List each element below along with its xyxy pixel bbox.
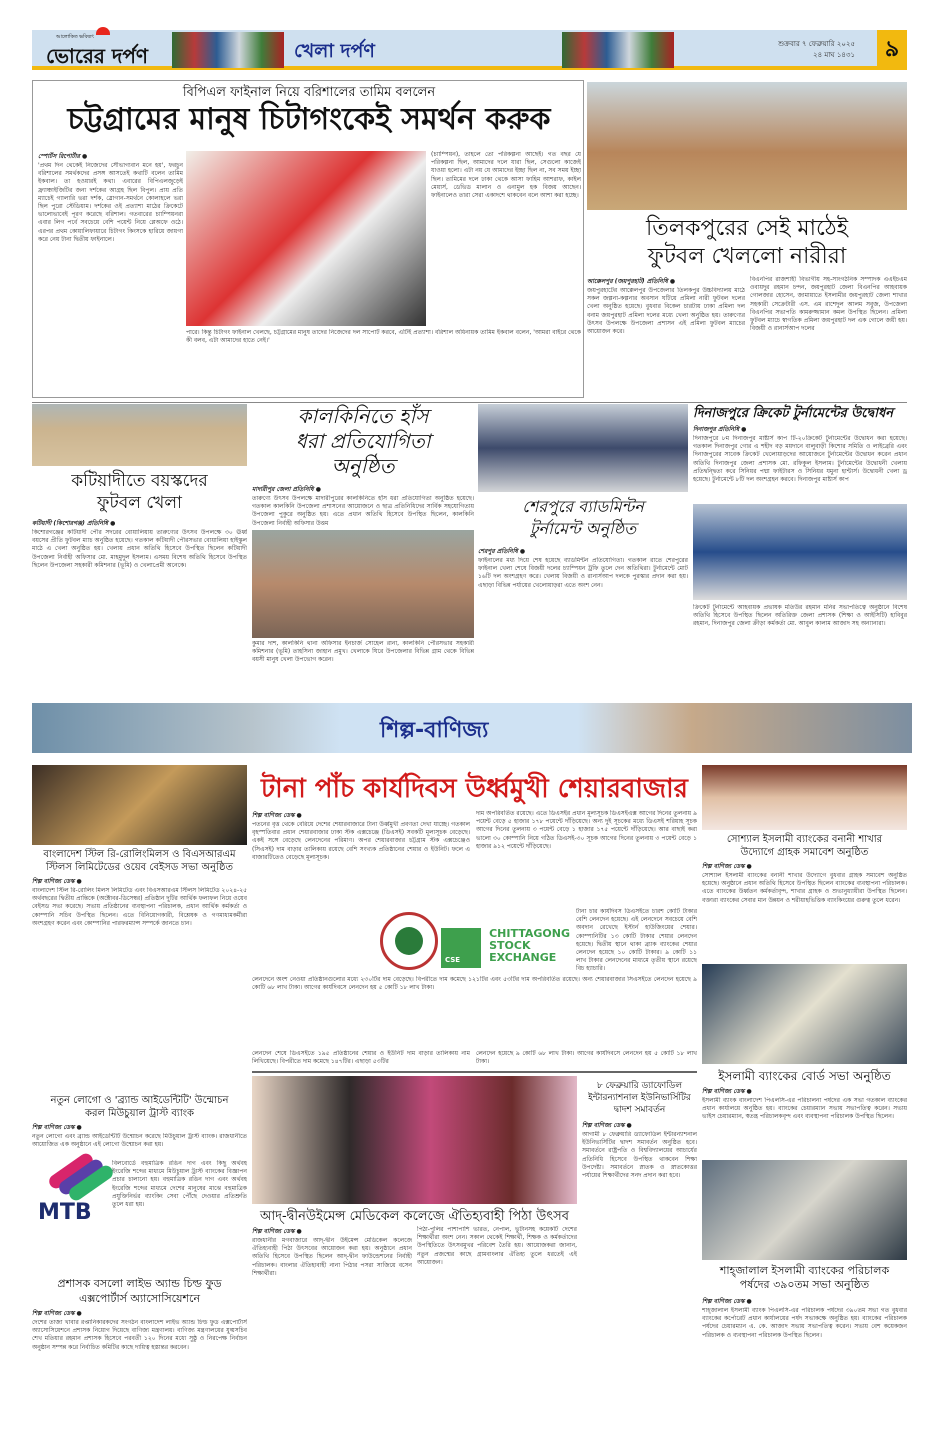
cse-line3: EXCHANGE	[489, 951, 557, 964]
lead-body-2: (চ্যাম্পিয়ন), তাহলে তো পরিকল্পনা আছেই। গত বছর যে পরিকল্পনা ছিল, আমাদের দলে যারা ছিল, সেগুলো কাজেই যাওয়া হলো। এটা নয় যে আমাদের ইচ্ছা ছিল না, সব সময় ইচ্ছা ছিল। তামিমের দলে ঢাকা থেকে আসা ফাহিম আশরাফ, কাইল মেয়ার্স, ডেভিড মালান ও এনামুল হক বিজয় আছেন। ফাইনালেও তারা সেরা একাদশে থাকবেন বলে আশা করা হচ্ছে।	[431, 151, 581, 200]
mtb-logo-text: MTB	[38, 1200, 92, 1225]
katiadi-byline: কটিয়াদী (কিশোরগঞ্জ) প্রতিনিধি ●	[32, 520, 116, 527]
ad-din-col2	[417, 1226, 577, 1440]
live-food-body: দেশের তাজা খাবার রপ্তানিকারকদের সংগঠন বাংলাদেশ লাইভ অ্যান্ড চিল্ড ফুড এক্সপোর্টার্স অ্যাসোসিয়েশনে প্রশাসক নিয়োগ দিয়েছে বাণিজ্য মন্ত্রণালয়। বাণিজ্য মন্ত্রণালয়ের যুগ্মসচিব শেখ মতিয়ার রহমান প্রশাসক হিসেবে পরবর্তী ১২০ দিনের মধ্যে সুষ্ঠু ও নিরপেক্ষ নির্বাচন অনুষ্ঠান সম্পন্ন করে নির্বাচিত কমিটির কাছে দায়িত্ব হস্তান্তর করবেন।	[32, 1319, 247, 1351]
sherpur-headline-line1: শেরপুরে ব্যাডমিন্টন	[522, 497, 644, 516]
share-market-headline[interactable]: টানা পাঁচ কার্যদিবস উর্ধ্বমুখী শেয়ারবাজার	[261, 774, 688, 804]
katiadi-headline[interactable]	[32, 470, 247, 514]
page-number: ৯	[877, 30, 907, 70]
bsrm-headline-line2: স্টিলস লিমিটেডের ওয়েব বেইসড সভা অনুষ্ঠিত	[45, 862, 234, 873]
dinajpur-byline: দিনাজপুর প্রতিনিধি ●	[693, 426, 747, 433]
pitha-festival-photo	[252, 1076, 577, 1204]
bsrm-conference-photo	[32, 765, 247, 845]
lead-body: 'প্রথম দিন থেকেই নিজেদের সৌভাগ্যবান মনে হয়', ফরচুন বরিশালের সমর্থকদের প্রসঙ্গ আসতেই কথাটি বলেন তামিম ইকবাল। তা হওয়ারই কথা। এবারের বিপিএলজুড়েই ফ্র্যাঞ্চাইজিটির জন্য দর্শকের আগ্রহ ছিল বিপুল। প্রায় প্রতি ম্যাচেই গ্যালারি ভরা দর্শক, স্লোগান-সমর্থনে কোলাহলে ভরা ছিল পুরো স্টেডিয়াম। দর্শকের ওই প্রত্যাশা মাঠের ক্রিকেটে ভালোভাবেই পূরণ করেছে বরিশাল। গতবারের চ্যাম্পিয়নরা এবার লিগ পর্বে সবচেয়ে বেশি পয়েন্ট নিয়ে প্লেঅফে ওঠে। এরপর প্রথম কোয়ালিফায়ারে চিটাগং কিংসকে হারিয়ে জায়গা করে নেয় টানা দ্বিতীয় ফাইনালে।	[38, 162, 183, 243]
mtb-body: নতুন লোগো এবং ব্র্যান্ড আইডেন্টিটি উন্মোচন করেছে মিউচুয়াল ট্রাস্ট ব্যাংক। রাজধানীতে আয়োজিত এক অনুষ্ঠানে এই লোগো উন্মোচন করা হয়।	[32, 1133, 247, 1149]
sherpur-body: ফাইনালের মধ্য দিয়ে শেষ হয়েছে ব্যাডমিন্টন প্রতিযোগিতা। গতকাল রাতে শেরপুরের ফাইনাল খেলা শেষে বিজয়ী দলের চ্যাম্পিয়ন ট্রফি তুলে দেন অতিথিরা। টুর্নামেন্টে মোট ১৬টি দল অংশগ্রহণ করে। খেলায় বিজয়ী ও রানার্সআপ দলকে পুরস্কার প্রদান করা হয়। এছাড়া বিভিন্ন পর্যায়ের খেলোয়াড়রা এতে অংশ নেন।	[478, 557, 688, 589]
live-food-headline[interactable]	[32, 1276, 247, 1306]
sports-banner-photo-left	[172, 32, 284, 68]
dinajpur-body-col-2	[693, 604, 907, 696]
cse-mark-icon	[441, 928, 481, 968]
kalkini-byline: মাদারীপুর জেলা প্রতিনিধি ●	[252, 486, 321, 493]
kalkini-headline-line2: ধরা প্রতিযোগিতা	[295, 429, 431, 453]
lead-body-3: পারে। কিন্তু চিটাগং ফাইনাল খেলছে, চট্টগ্রামের মানুষ তাদের নিজেদের দল সাপোর্ট করবে, এটিই প্রত্যাশা। বরিশাল অধিনায়ক তামিম ইকবাল বলেন, 'আমরা বাইরে থেকে কী বলব, এটা আমাদের হাতে নেই।'	[186, 329, 581, 345]
women-football-photo	[587, 82, 907, 210]
lead-headline[interactable]: চট্টগ্রামের মানুষ চিটাগংকেই সমর্থন করুক	[67, 102, 551, 137]
share-market-col1	[252, 810, 470, 915]
share-market-body-2: দাম অপরিবর্তিত রয়েছে। এতে ডিএসইর প্রধান মূল্যসূচক ডিএসইএক্স আগের দিনের তুলনায় ৯ পয়েন্ট বেড়ে ৫ হাজার ১৭৮ পয়েন্টে দাঁড়িয়েছে। অন্য দুই সূচকের মধ্যে ডিএসই শরিয়াহ সূচক আগের দিনের তুলনায় ৩ পয়েন্ট বেড়ে ১ হাজার ১৭৫ পয়েন্টে দাঁড়িয়েছে। আর বাছাই করা ভালো ৩০ কোম্পানি নিয়ে গঠিত ডিএসই-৩০ সূচক আগের দিনের তুলনায় ৩ পয়েন্ট বেড়ে ১ হাজার ৯১২ পয়েন্টে দাঁড়িয়েছে।	[476, 810, 697, 850]
social-islami-body: সোশ্যাল ইসলামী ব্যাংকের বনানী শাখার উদ্যোগে বুধবার গ্রাহক সমাবেশ অনুষ্ঠিত হয়েছে। অনুষ্ঠানে প্রধান অতিথি হিসেবে উপস্থিত ছিলেন ব্যাংকের ব্যবস্থাপনা পরিচালক। এতে ব্যাংকের উর্ধ্বতন কর্মকর্তাবৃন্দ, শাখার গ্রাহক ও শুভানুধ্যায়ীরা উপস্থিত ছিলেন। বক্তারা ব্যাংকের সেবার মান উন্নয়ন ও শরীয়াহভিত্তিক ব্যাংকিংয়ের গুরুত্ব তুলে ধরেন।	[702, 872, 907, 904]
shahjalal-body-col	[702, 1296, 907, 1447]
shahjalal-body: শাহ্জালাল ইসলামী ব্যাংক পিএলসি-এর পরিচালক পর্ষদের ৩৯০তম সভা গত বুধবার ব্যাংকের কর্পোরেট প্রধান কার্যালয়ের পর্ষদ সভাকক্ষে অনুষ্ঠিত হয়। ব্যাংকের পরিচালক পর্ষদের চেয়ারম্যান এ. কে. আজাদ সভায় সভাপতিত্ব করেন। সভায় বেশ কয়েকজন পরিচালক ও ব্যবস্থাপনা পরিচালক উপস্থিত ছিলেন।	[702, 1307, 907, 1339]
tamim-press-photo	[186, 151, 426, 326]
cricket-inauguration-photo	[693, 504, 907, 600]
share-market-body-3: টানা চার কার্যদিবস ডিএসইতে চারশ কোটি টাকার বেশি লেনদেন হয়েছে। এই লেনদেনে সবচেয়ে বেশি অবদান রেখেছে ইস্টার্ন হাউজিংয়ের শেয়ার। কোম্পানিটির ১৩ কোটি টাকার শেয়ার লেনদেন হয়েছে। দ্বিতীয় স্থানে থাকা ব্র্যাক ব্যাংকের শেয়ার লেনদেন হয়েছে ১০ কোটি টাকার। ৯ কোটি ১১ লাখ টাকার লেনদেনের মাধ্যমে তৃতীয় স্থানে রয়েছে বিচ হ্যাচারি।	[576, 908, 697, 973]
dinajpur-body: দিনাজপুরে ৮ম দিনাজপুর মাষ্টার্স কাপ টি-২০ক্রিকেট টুর্নামেন্টের উদ্বোধন করা হয়েছে। গতকাল দিনাজপুর গোর এ শহীদ বড় ময়দানে বালুবাড়ী কিশোর সমিতি ও লাইব্রেরি এবং দিনাজপুরের সাবেক ক্রিকেট খেলোয়াড়দের আয়োজনে টুর্নামেন্টের উদ্বোধন করেন প্রধান অতিথি দিনাজপুর জেলা প্রশাসক মো. রফিকুল ইসলাম। টুর্নামেন্টের উদ্বোধনী খেলায় প্রতিদ্বন্দ্বিতা করে সিনিয়র পদ্মা ফাইটারস ও সিনিয়র যমুনা হান্টার্স। উদ্বোধনী খেলা ড্র হয়েছে। টুর্নামেন্টে ৮টি দল অংশগ্রহন করবে। দিনাজপুর মাষ্টার্স কাপ	[693, 435, 907, 484]
sherpur-body-col	[478, 546, 688, 702]
kalkini-headline[interactable]	[252, 404, 474, 479]
tilakpur-headline-line1: তিলকপুরের সেই মাঠেই	[645, 216, 849, 241]
tilakpur-byline: আক্কেলপুর (জয়পুরহাট) প্রতিনিধি ●	[587, 278, 676, 285]
cse-badge: CSE	[445, 956, 461, 964]
shahjalal-headline-line2: পর্ষদের ৩৯০তম সভা অনুষ্ঠিত	[739, 1278, 870, 1291]
katiadi-football-photo	[32, 404, 247, 466]
section-title: খেলা দর্পণ	[294, 40, 375, 62]
mtb-headline-line2: করল মিউচুয়াল ট্রাস্ট ব্যাংক	[84, 1108, 195, 1119]
social-islami-headline-line2: উদ্যোগে গ্রাহক সমাবেশ অনুষ্ঠিত	[740, 847, 869, 858]
dinajpur-body-col	[693, 424, 907, 501]
social-islami-body-col	[702, 861, 907, 967]
live-food-byline: শিল্প বাণিজ্য ডেস্ক ●	[32, 1310, 82, 1317]
bsrm-body: বাংলাদেশ স্টিল রি-রোলিং মিলস লিমিটেড এবং বিএসআরএম স্টিলস লিমিটেড ২০২৪-২৫ অর্থবছরের দ্বিতীয় প্রান্তিকে (অক্টোবর-ডিসেম্বর) প্রতিষ্ঠান দুটির আর্থিক ফলাফল নিয়ে ওয়েব বেইসড সভা করেছে। সভায় প্রতিষ্ঠানের ব্যবস্থাপনা পরিচালক, প্রধান আর্থিক কর্মকর্তা ও কোম্পানি সচিব উপস্থিত ছিলেন। এতে বিনিয়োগকারী, বিশ্লেষক ও গণমাধ্যমকর্মীরা অংশগ্রহণ করেন এবং কোম্পানির পারফরম্যান্স সম্পর্কে জানতে চান।	[32, 887, 247, 927]
tilakpur-headline-line2: ফুটবল খেললো নারীরা	[647, 244, 847, 269]
kalkini-headline-line1: কালকিনিতে হাঁস	[297, 404, 429, 428]
kalkini-body-col-2	[252, 640, 474, 695]
bsrm-body-col	[32, 876, 247, 1087]
share-market-body-4: লেনদেনে অংশ নেওয়া প্রতিষ্ঠানগুলোর মধ্যে ২৩০টির দাম বেড়েছে। বিপরীতে দাম কমেছে ১২১টির এবং ৫৩টির দাম অপরিবর্তিত রয়েছে। অন্য শেয়ারবাজার সিএসইতে লেনদেন হয়েছে ৯ কোটি ৬৮ লাখ টাকা। আগের কার্যদিবসে লেনদেন হয় ৫ কোটি ১৮ লাখ টাকা।	[252, 976, 697, 992]
divider	[32, 402, 907, 403]
daffodil-headline-line2: ইন্টারন্যাশনাল ইউনিভার্সিটির	[588, 1093, 691, 1103]
logo-text: ভোরের দর্পণ	[46, 44, 148, 68]
islami-board-headline[interactable]: ইসলামী ব্যাংকের বোর্ড সভা অনুষ্ঠিত	[718, 1069, 891, 1083]
sports-banner-photo-right	[562, 32, 674, 68]
social-islami-byline: শিল্প বাণিজ্য ডেস্ক ●	[702, 863, 752, 870]
kalkini-body-col	[252, 484, 474, 529]
islami-board-byline: শিল্প বাণিজ্য ডেস্ক ●	[702, 1088, 752, 1095]
tilakpur-col1	[587, 276, 745, 399]
tilakpur-body-2: বিএনপির রাজশাহী বিভাগীয় সহ-সাংগঠনিক সম্পাদক এএইচএম ওবায়দুর রহমান চন্দন, জয়পুরহাট জেলা বিএনপির আহবায়ক গোলজার হোসেন, জামায়াতে ইসলামীর জয়পুরহাট জেলা শাখার সহকারী সেক্রেটারী এস. এম রাশেদুল আলম সবুজ, উপজেলা বিএনপির সভাপতি কামরুজ্জামান কমল উপস্থিত ছিলেন। প্রমিলা ফুটবল ম্যাচে স্বাগতিক প্রমিলা জয়পুরহাট দল এক গোলে জয়ী হয়। বিজয়ী ও রানার্সআপ দলের	[750, 276, 907, 333]
mtb-headline[interactable]	[32, 1094, 247, 1120]
islami-board-body: ইসলামী ব্যাংক বাংলাদেশ পিএলসি-এর পরিচালনা পর্ষদের এক সভা গতকাল ব্যাংকের প্রধান কার্যালয়ে অনুষ্ঠিত হয়। ব্যাংকের চেয়ারম্যান সভায় সভাপতিত্ব করেন। সভায় ভাইস চেয়ারম্যান, স্বতন্ত্র পরিচালকবৃন্দ এবং ব্যবস্থাপনা পরিচালক উপস্থিত ছিলেন।	[702, 1097, 907, 1121]
islami-board-meeting-photo	[702, 964, 907, 1064]
islami-board-body-col	[702, 1086, 907, 1163]
share-market-col4	[252, 976, 697, 1026]
business-section-title: শিল্প-বাণিজ্য	[380, 718, 489, 743]
ad-din-byline: শিল্প বাণিজ্য ডেস্ক ●	[252, 1228, 302, 1235]
logo-tagline: আলোকিত ভবিষ্যৎ	[56, 34, 95, 40]
dinajpur-headline[interactable]: দিনাজপুরে ক্রিকেট টুর্নামেন্টের উদ্বোধন	[693, 406, 894, 421]
live-food-body-col	[32, 1308, 247, 1449]
dinajpur-body-2: ক্রিকেট টুর্নামেন্টে আহবায়ক প্রভাষক মতিউর রহমান মনির সভাপতিত্বে অনুষ্ঠানে বিশেষ অতিথি হিসেবে উপস্থিত ছিলেন অতিরিক্ত জেলা প্রশাসক (শিক্ষা ও আইসিটি) হাবিবুর রহমান, দিনাজপুর জেলা ক্রীড়া কর্মকর্তা মো. আবুল কালাম আজাদ সহ অন্যান্যরা।	[693, 604, 907, 628]
tilakpur-headline[interactable]	[587, 215, 907, 271]
date-bangla: ২৪ মাঘ ১৪৩১	[813, 51, 855, 59]
lead-byline: স্পোর্টস রিপোর্টার ●	[38, 153, 88, 160]
tilakpur-col2	[750, 276, 907, 394]
kalkini-body-2: কুমার দাশ, কালকিনি থানা অফিসার ইনচার্জ সোহেল রানা, কালকিনি পৌরসভার সহকারী কমিশনার (ভূমি) তাহসিনা জাহান প্রমুখ। খেলাকে ঘিরে উপজেলার বিভিন্ন গ্রাম থেকে বিভিন্ন বয়সী মানুষ খেলা উপভোগ করেন।	[252, 640, 474, 664]
shahjalal-byline: শিল্প বাণিজ্য ডেস্ক ●	[702, 1298, 752, 1305]
mtb-headline-line1: নতুন লোগো ও 'ব্র্যান্ড আইডেন্টিটি' উন্মোচন	[50, 1095, 229, 1106]
cse-logo	[441, 928, 571, 972]
social-islami-event-photo	[702, 765, 907, 830]
mtb-logo	[38, 1160, 108, 1225]
daffodil-headline-line1: ৮ ফেব্রুয়ারি ড্যাফোডিল	[596, 1081, 683, 1091]
bsrm-byline: শিল্প বাণিজ্য ডেস্ক ●	[32, 878, 82, 885]
cse-wordmark	[489, 928, 570, 964]
share-market-col2	[476, 810, 697, 900]
cse-line1: CHITTAGONG	[489, 927, 570, 940]
share-market-tail-left: লেনদেন শেষে ডিএসইতে ১৯৫ প্রতিষ্ঠানের শেয়ার ও ইউনিট দাম বাড়ার তালিকায় নাম লিখিয়েছে। বিপরীতে দাম কমেছে ১৪৭টির। এছাড়া ৫৩টির	[252, 1050, 470, 1066]
lead-col-bottom	[186, 329, 581, 395]
dse-logo	[380, 912, 438, 970]
masthead	[32, 30, 907, 70]
divider	[252, 1071, 697, 1073]
share-market-tail-right-col	[476, 1050, 697, 1067]
ad-din-col1	[252, 1226, 412, 1447]
share-market-byline: শিল্প বাণিজ্য ডেস্ক ●	[252, 812, 302, 819]
ad-din-body-2: পিঠা-পুলির পাশাপাশি ভারত, নেপাল, ভুটানসহ কয়েকটি দেশের শিক্ষার্থীরা অংশ নেন। সকাল থেকেই শিক্ষার্থী, শিক্ষক ও কর্মকর্তাদের উপস্থিতিতে উৎসবমুখর পরিবেশ তৈরি হয়। আয়োজকরা জানান, নতুন প্রজন্মের কাছে গ্রামবাংলার ঐতিহ্য তুলে ধরতেই এই আয়োজন।	[417, 1226, 577, 1266]
tilakpur-body: জয়পুরহাটের আক্কেলপুর উপজেলার তিলকপুর উচ্চবিদ্যালয় মাঠে সকল জল্পনা-কল্পনার অবসান ঘটিয়ে প্রমিলা নারী ফুটবল দলের খেলা অনুষ্ঠিত হয়েছে। বুধবার বিকেল চারটায় ঢাকা প্রমিলা দল বনাম জয়পুরহাট প্রমিলা দলের মধ্যে খেলা অনুষ্ঠিত হয়। তারুণ্যের উৎসব উপলক্ষে উপজেলা প্রশাসন এই প্রমিলা ফুটবল ম্যাচের আয়োজন করে।	[587, 287, 745, 336]
lead-kicker: বিপিএল ফাইনাল নিয়ে বরিশালের তামিম বললেন	[182, 85, 436, 100]
ad-din-body: রাজধানীর মগবাজারে আদ্-দ্বীন উইমেন্স মেডিকেল কলেজে ঐতিহ্যবাহী পিঠা উৎসবের আয়োজন করা হয়। অনুষ্ঠানে প্রধান অতিথি হিসেবে উপস্থিত ছিলেন আদ্-দ্বীন ফাউন্ডেশনের নির্বাহী পরিচালক। বাংলার ঐতিহ্যবাহী নানা পিঠার পসরা সাজিয়ে বসেন শিক্ষার্থীরা।	[252, 1237, 412, 1277]
dse-emblem-icon	[395, 927, 423, 955]
mtb-body-col	[32, 1122, 247, 1159]
daffodil-byline: শিল্প বাণিজ্য ডেস্ক ●	[582, 1122, 632, 1129]
mtb-body-col-2	[112, 1160, 247, 1270]
katiadi-headline-line1: কটিয়াদীতে বয়স্কদের	[71, 471, 208, 491]
badminton-group-photo	[478, 404, 688, 492]
mtb-byline: শিল্প বাণিজ্য ডেস্ক ●	[32, 1124, 82, 1131]
issue-date	[778, 39, 855, 61]
katiadi-body-col	[32, 518, 247, 704]
share-market-body: পতনের বৃত্ত থেকে বেরিয়ে দেশের শেয়ারবাজারে টানা উর্ধ্বমুখী প্রবণতা দেখা যাচ্ছে। গতকাল বৃহস্পতিবার প্রধান শেয়ারবাজার ঢাকা স্টক এক্সচেঞ্জে (ডিএসই) সবকটি মূল্যসূচক বেড়েছে। একই সঙ্গে বেড়েছে লেনদেনের পরিমাণ। অপর শেয়ারবাজার চট্টগ্রাম স্টক এক্সচেঞ্জেও (সিএসই) দাম বাড়ার তালিকায় রয়েছে বেশি সংখ্যক প্রতিষ্ঠানের শেয়ার ও ইউনিট। ফলে এ বাজারটিতেও বেড়েছে মূল্যসূচক।	[252, 821, 470, 861]
daffodil-headline[interactable]	[582, 1080, 697, 1116]
kalkini-headline-line3: অনুষ্ঠিত	[331, 454, 395, 478]
daffodil-body-col	[582, 1120, 697, 1449]
duck-catching-photo	[252, 530, 474, 638]
sherpur-byline: শেরপুর প্রতিনিধি ●	[478, 548, 526, 555]
katiadi-headline-line2: ফুটবল খেলা	[97, 493, 182, 513]
shahjalal-headline[interactable]	[702, 1264, 907, 1292]
daffodil-body: আগামী ৮ ফেব্রুয়ারি ড্যাফোডিল ইন্টারন্যাশনাল ইউনিভার্সিটির দ্বাদশ সমাবর্তন অনুষ্ঠিত হবে। সমাবর্তনে রাষ্ট্রপতি ও বিশ্ববিদ্যালয়ের আচার্যের প্রতিনিধি হিসেবে উপস্থিত থাকবেন শিক্ষা উপদেষ্টা। সমাবর্তনে স্নাতক ও স্নাতকোত্তর পর্যায়ের শিক্ষার্থীদের সনদ প্রদান করা হবে।	[582, 1131, 697, 1180]
live-food-headline-line2: এক্সপোর্টার্স অ্যাসোসিয়েশনে	[78, 1292, 201, 1305]
cse-line2: STOCK	[489, 939, 531, 952]
sherpur-headline[interactable]	[478, 496, 688, 540]
share-market-tail-right: লেনদেন হয়েছে ৯ কোটি ৬৮ লাখ টাকা। আগের কার্যদিবসে লেনদেন হয় ৫ কোটি ১৮ লাখ টাকা।	[476, 1050, 697, 1066]
mtb-body-2: বিলবোর্ডে বহুমাত্রিক রঙিন দাগ এবং কিছু অর্থবহ ইংরেজি শব্দের মাধ্যমে মিউচুয়াল ট্রাস্ট ব্যাংকের বিজ্ঞাপন প্রচার চালানো হয়। বহুমাত্রিক রঙিন দাগ এবং অর্থবহ ইংরেজি শব্দের মাধ্যমে দেশের মানুষের মাঝে বহুমাত্রিক প্রযুক্তিনির্ভর ব্যাংকিং সেবা পৌঁছে দেওয়ার প্রতিশ্রুতি তুলে ধরা হয়।	[112, 1160, 247, 1209]
katiadi-body: কিশোরগঞ্জের কটিয়াদী পৌর সদরের বোয়ালিয়ায় তারুণ্যের উৎসব উপলক্ষে ৩০ ঊর্ধ্ব বয়সের প্রীতি ফুটবল ম্যাচ অনুষ্ঠিত হয়েছে। গতকাল কটিয়াদী পৌরসভার বোয়ালিয়া হাইস্কুল মাঠে এ খেলা অনুষ্ঠিত হয়। খেলায় প্রধান অতিথি হিসেবে উপস্থিত ছিলেন কটিয়াদী উপজেলা নির্বাহী অফিসার মো. মাহমুদুল ইসলাম। এসময় বিশেষ অতিথি হিসেবে উপস্থিত ছিলেন উপজেলা সহকারী কমিশনার (ভূমি) ও খেলাপ্রেমী অনেকে।	[32, 529, 247, 569]
lead-article[interactable]	[32, 80, 584, 398]
share-market-col3	[576, 908, 697, 978]
kalkini-body: তারুণ্যে উৎসব উপলক্ষে মাদারীপুরের কালকিনিতে হাঁস ধরা প্রতিযোগিতা অনুষ্ঠিত হয়েছে। গতকাল কালকিনি উপজেলা প্রশাসনের আয়োজনে ও ছাত্র প্রতিনিধিদের সার্বিক সহযোগিতায় উপজেলা পুকুরে অনুষ্ঠিত হয়। এতে প্রধান অতিথি হিসেবে উপস্থিত ছিলেন, কালকিনি উপজেলা নির্বাহী অফিসার উত্তম	[252, 495, 474, 527]
live-food-headline-line1: প্রশাসক বসলো লাইভ অ্যান্ড চিল্ড ফুড	[57, 1277, 222, 1290]
date-gregorian: শুক্রবার ৭ ফেব্রুয়ারি ২০২৫	[778, 40, 855, 48]
lead-col1	[38, 151, 183, 402]
social-islami-headline-line1: সোশ্যাল ইসলামী ব্যাংকের বনানী শাখার	[726, 834, 883, 845]
social-islami-headline[interactable]	[702, 833, 907, 859]
lead-col3	[431, 151, 581, 326]
daffodil-headline-line3: দ্বাদশ সমাবর্তন	[613, 1105, 666, 1115]
bsrm-headline-line1: বাংলাদেশ স্টিল রি-রোলিংমিলস ও বিএসআরএম	[43, 849, 236, 860]
ad-din-headline[interactable]: আদ্-দ্বীনউইমেন্স মেডিকেল কলেজে ঐতিহ্যবাহী পিঠা উৎসব	[260, 1209, 569, 1224]
newspaper-logo[interactable]	[46, 34, 148, 75]
shahjalal-board-photo	[702, 1160, 907, 1260]
share-market-tail-left-col	[252, 1050, 470, 1067]
bsrm-headline[interactable]	[32, 848, 247, 874]
sherpur-headline-line2: টুর্নামেন্ট অনুষ্ঠিত	[529, 519, 637, 538]
shahjalal-headline-line1: শাহ্জালাল ইসলামী ব্যাংকের পরিচালক	[719, 1264, 890, 1277]
